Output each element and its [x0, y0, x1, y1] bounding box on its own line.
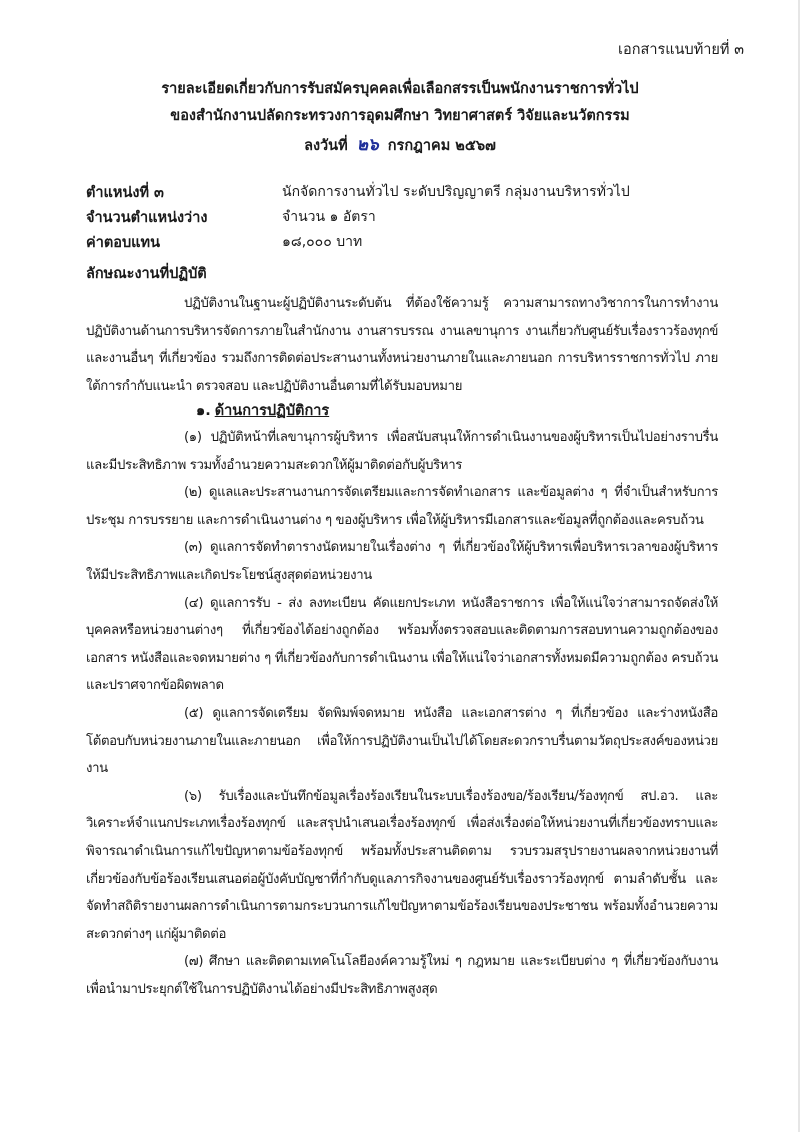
subsection-number: ๑. [196, 403, 211, 419]
subsection-heading [196, 399, 329, 422]
title-line-1: รายละเอียดเกี่ยวกับการรับสมัครบุคคลเพื่อเลือกสรรเป็นพนักงานราชการทั่วไป [161, 81, 639, 97]
vacancy-label: จำนวนตำแหน่งว่าง [86, 210, 208, 226]
salary-label: ค่าตอบแทน [86, 235, 160, 251]
position-label: ตำแหน่งที่ ๓ [86, 185, 164, 201]
title-date-line [0, 131, 800, 158]
duty-item-7: (๗) ศึกษา และติดตามเทคโนโลยีองค์ความรู้ใหม่ ๆ กฎหมาย และระเบียบต่าง ๆ ที่เกี่ยวข้องกับงาน เพื่อนำมาประยุกต์ใช้ในการปฏิบัติงานได้อย่างมีประสิทธิภาพสูงสุด [86, 954, 718, 997]
duty-item-2: (๒) ดูแลและประสานงานการจัดเตรียมและการจัดทำเอกสาร และข้อมูลต่าง ๆ ที่จำเป็นสำหรับการประชุม การบรรยาย และการดำเนินงานต่าง ๆ ของผู้บริหาร เพื่อให้ผู้บริหารมีเอกสารและข้อมูลที่ถูกต้องและครบถ้วน [86, 485, 718, 528]
title-line-2: ของสำนักงานปลัดกระทรวงการอุดมศึกษา วิทยาศาสตร์ วิจัยและนวัตกรรม [170, 108, 630, 124]
position-value: นักจัดการงานทั่วไป ระดับปริญญาตรี กลุ่มงานบริหารทั่วไป [282, 184, 630, 200]
attachment-label: เอกสารแนบท้ายที่ ๓ [618, 42, 744, 58]
intro-paragraph: ปฏิบัติงานในฐานะผู้ปฏิบัติงานระดับต้น ที่ต้องใช้ความรู้ ความสามารถทางวิชาการในการทำงาน ปฏิบัติงานด้านการบริหารจัดการภายในสำนักงาน งานสารบรรณ งานเลขานุการ งานเกี่ยวกับศูนย์รับเรื่องราวร้องทุกข์ และงานอื่นๆ ที่เกี่ยวข้อง รวมถึงการติดต่อประสานงานทั้งหน่วยงานภายในและภายนอก การบริหารราชการทั่วไป ภายใต้การกำกับแนะนำ ตรวจสอบ และปฏิบัติงานอื่นตามที่ได้รับมอบหมาย [86, 296, 718, 394]
section-title: ลักษณะงานที่ปฏิบัติ [86, 266, 207, 282]
date-month-year: กรกฎาคม ๒๕๖๗ [387, 138, 496, 154]
vacancy-value: จำนวน ๑ อัตรา [282, 209, 376, 225]
subsection-title: ด้านการปฏิบัติการ [214, 403, 330, 419]
date-prefix: ลงวันที่ [304, 138, 348, 154]
duty-item-4: (๔) ดูแลการรับ - ส่ง ลงทะเบียน คัดแยกประเภท หนังสือราชการ เพื่อให้แน่ใจว่าสามารถจัดส่งให้บุคคลหรือหน่วยงานต่างๆ ที่เกี่ยวข้องได้อย่างถูกต้อง พร้อมทั้งตรวจสอบและติดตามการสอบทานความถูกต้องของเอกสาร หนังสือและจดหมายต่าง ๆ ที่เกี่ยวข้องกับการดำเนินงาน เพื่อให้แน่ใจว่าเอกสารทั้งหมดมีความถูกต้อง ครบถ้วน และปราศจากข้อผิดพลาด [86, 595, 718, 694]
duty-list [86, 424, 718, 1003]
duty-item-6: (๖) รับเรื่องและบันทึกข้อมูลเรื่องร้องเรียนในระบบเรื่องร้องขอ/ร้องเรียน/ร้องทุกข์ สป.อว. และวิเคราะห์จำแนกประเภทเรื่องร้องทุกข์ และสรุปนำเสนอเรื่องร้องทุกข์ เพื่อส่งเรื่องต่อให้หน่วยงานที่เกี่ยวข้องทราบและพิจารณาดำเนินการแก้ไขปัญหาตามข้อร้องทุกข์ พร้อมทั้งประสานติดตาม รวบรวมสรุปรายงานผลจากหน่วยงานที่เกี่ยวข้องกับข้อร้องเรียนเสนอต่อผู้บังคับบัญชาที่กำกับดูแลภารกิจงานของศูนย์รับเรื่องราวร้องทุกข์ ตามลำดับชั้น และจัดทำสถิติรายงานผลการดำเนินการตามกระบวนการแก้ไขปัญหาตามข้อร้องเรียนของประชาชน พร้อมทั้งอำนวยความสะดวกต่างๆ แก่ผู้มาติดต่อ [86, 788, 718, 942]
handwritten-date-day: ๒๖ [356, 135, 379, 155]
duty-item-5: (๕) ดูแลการจัดเตรียม จัดพิมพ์จดหมาย หนังสือ และเอกสารต่าง ๆ ที่เกี่ยวข้อง และร่างหนังสือโต้ตอบกับหน่วยงานภายในและภายนอก เพื่อให้การปฏิบัติงานเป็นไปได้โดยสะดวกราบรื่นตามวัตถุประสงค์ของหน่วยงาน [86, 705, 718, 777]
salary-value: ๑๘,๐๐๐ บาท [282, 234, 363, 250]
duty-item-3: (๓) ดูแลการจัดทำตารางนัดหมายในเรื่องต่าง ๆ ที่เกี่ยวข้องให้ผู้บริหารเพื่อบริหารเวลาของผู้บริหารให้มีประสิทธิภาพและเกิดประโยชน์สูงสุดต่อหน่วยงาน [86, 540, 718, 583]
duty-item-1: (๑) ปฏิบัติหน้าที่เลขานุการผู้บริหาร เพื่อสนับสนุนให้การดำเนินงานของผู้บริหารเป็นไปอย่างราบรื่นและมีประสิทธิภาพ รวมทั้งอำนวยความสะดวกให้ผู้มาติดต่อกับผู้บริหาร [86, 430, 718, 473]
